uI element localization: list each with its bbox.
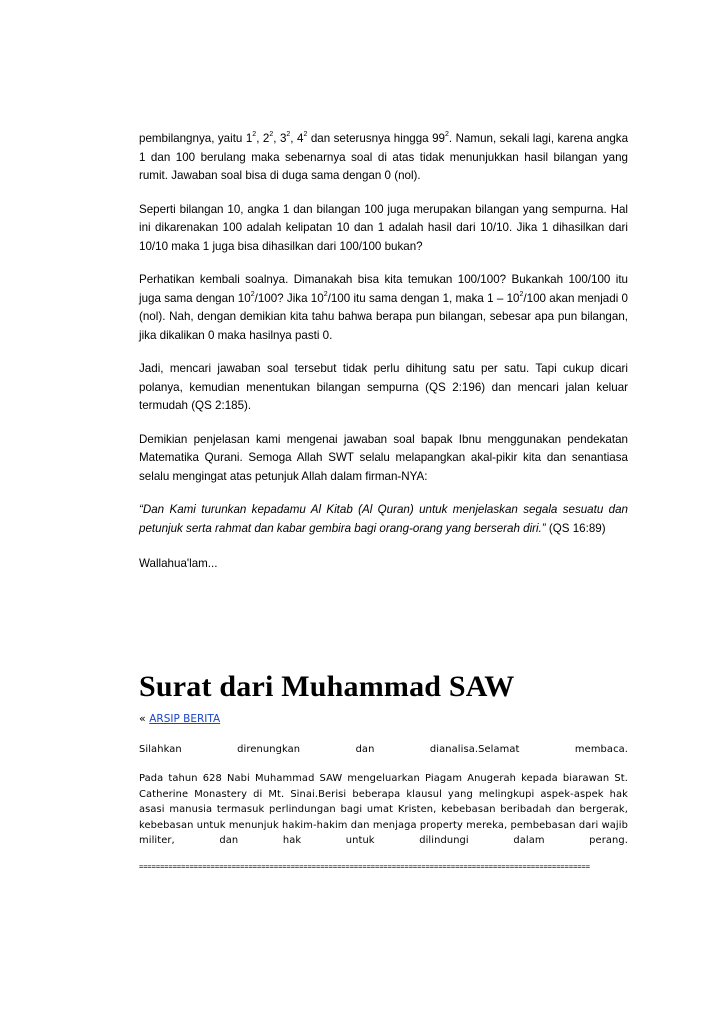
article-intro-line: Silahkan direnungkan dan dianalisa.Selamat membaca.	[139, 743, 628, 755]
breadcrumb: « ARSIP BERITA	[139, 711, 221, 725]
article-title: Surat dari Muhammad SAW	[139, 669, 515, 703]
document-page	[139, 130, 628, 872]
paragraph-hundred-over-hundred: Perhatikan kembali soalnya. Dimanakah bisa kita temukan 100/100? Bukankah 100/100 itu juga sama dengan $10^2/100$? Jika $10^2/100$ itu sama dengan 1, maka $1 - 10^2/100$ akan menjadi 0 (nol). Nah, dengan demikian kita tahu bahwa berapa pun bilangan, sebesar apa pun bilangan, jika dikalikan 0 maka hasilnya pasti 0.	[139, 273, 628, 342]
archive-news-link[interactable]: ARSIP BERITA	[149, 712, 221, 725]
paragraph-closing-explanation: Demikian penjelasan kami mengenai jawaban soal bapak Ibnu menggunakan pendekatan Matematika Qurani. Semoga Allah SWT selalu melapangkan akal-pikir kita dan senantiasa selalu mengingat atas petunjuk Allah dalam firman-NYA:	[139, 432, 628, 483]
closing-remark: Wallahua'lam...	[139, 557, 218, 570]
separator-rule: ===========================================================================================================	[139, 862, 590, 871]
paragraph-conclusion: Jadi, mencari jawaban soal tersebut tidak perlu dihitung satu per satu. Tapi cukup dicari polanya, kemudian menentukan bilangan sempurna (QS 2:196) dan mencari jalan keluar termudah (QS 2:185).	[139, 362, 628, 412]
quran-quote	[139, 501, 628, 538]
quote-reference: (QS 16:89)	[545, 521, 606, 535]
article-body: Pada tahun 628 Nabi Muhammad SAW mengeluarkan Piagam Anugerah kepada biarawan St. Catherine Monastery di Mt. Sinai.Berisi beberapa klausul yang melingkupi aspek-aspek hak asasi manusia termasuk perlindungan bagi umat Kristen, kebebasan beribadah dan bergerak, kebebasan untuk menunjuk hakim-hakim dan menjaga property mereka, pembebasan dari wajib militer, dan hak untuk dilindungi dalam perang.	[139, 773, 628, 846]
paragraph-powers: pembilangnya, yaitu $1^2$, $2^2$, $3^2$, $4^2$ dan seterusnya hingga $99^2$. Namun, sekali lagi, karena angka 1 dan 100 berulang maka sebenarnya soal di atas tidak menunjukkan hasil bilangan yang rumit. Jawaban soal bisa di duga sama dengan 0 (nol).	[139, 131, 629, 182]
paragraph-perfect-numbers: Seperti bilangan 10, angka 1 dan bilangan 100 juga merupakan bilangan yang sempurna. Hal ini dikarenakan 100 adalah kelipatan 10 dan 1 adalah hasil dari 10/10. Jika 1 dihasilkan dari 10/10 maka 1 juga bisa dihasilkan dari 100/100 bukan?	[139, 202, 628, 253]
quote-text: “Dan Kami turunkan kepadamu Al Kitab (Al Quran) untuk menjelaskan segala sesuatu dan petunjuk serta rahmat dan kabar gembira bagi orang-orang yang berserah diri.”	[139, 503, 628, 535]
